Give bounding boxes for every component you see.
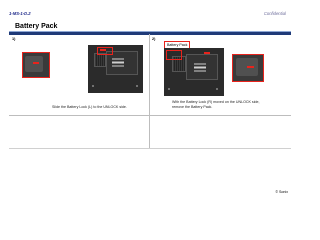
page-title: Battery Pack bbox=[15, 23, 58, 30]
confidential-label: Confidential bbox=[263, 11, 286, 16]
step-1-highlight bbox=[97, 47, 113, 55]
step-1-caption: Slide the Battery Lock (L) to the UNLOCK side. bbox=[52, 105, 127, 109]
panel-divider-vertical bbox=[149, 34, 150, 148]
step-1-number: 1) bbox=[12, 37, 16, 41]
battery-pack-callout: Battery Pack bbox=[164, 41, 190, 49]
document-code: 1-MS-1-D.2 bbox=[9, 11, 31, 16]
battery-pack-highlight bbox=[166, 50, 182, 60]
arrow-icon bbox=[33, 62, 39, 64]
panel-divider-bottom bbox=[9, 148, 291, 149]
arrow-icon bbox=[247, 66, 254, 68]
footer-brand: © Sonix bbox=[275, 190, 288, 194]
step-2-caption-line-2: remove the Battery Pack. bbox=[172, 104, 213, 109]
lock-indicator-icon bbox=[204, 52, 210, 54]
panel-divider-horizontal bbox=[9, 115, 291, 116]
step-2-zoom-photo bbox=[232, 54, 264, 82]
step-2-number: 2) bbox=[152, 37, 156, 41]
title-rule bbox=[9, 31, 291, 35]
step-2-caption-line-1: With the Battery Lock (R) moved on the UNLOCK side, bbox=[172, 100, 260, 104]
step-1-zoom-photo bbox=[22, 52, 50, 78]
step-2-caption bbox=[172, 100, 259, 109]
